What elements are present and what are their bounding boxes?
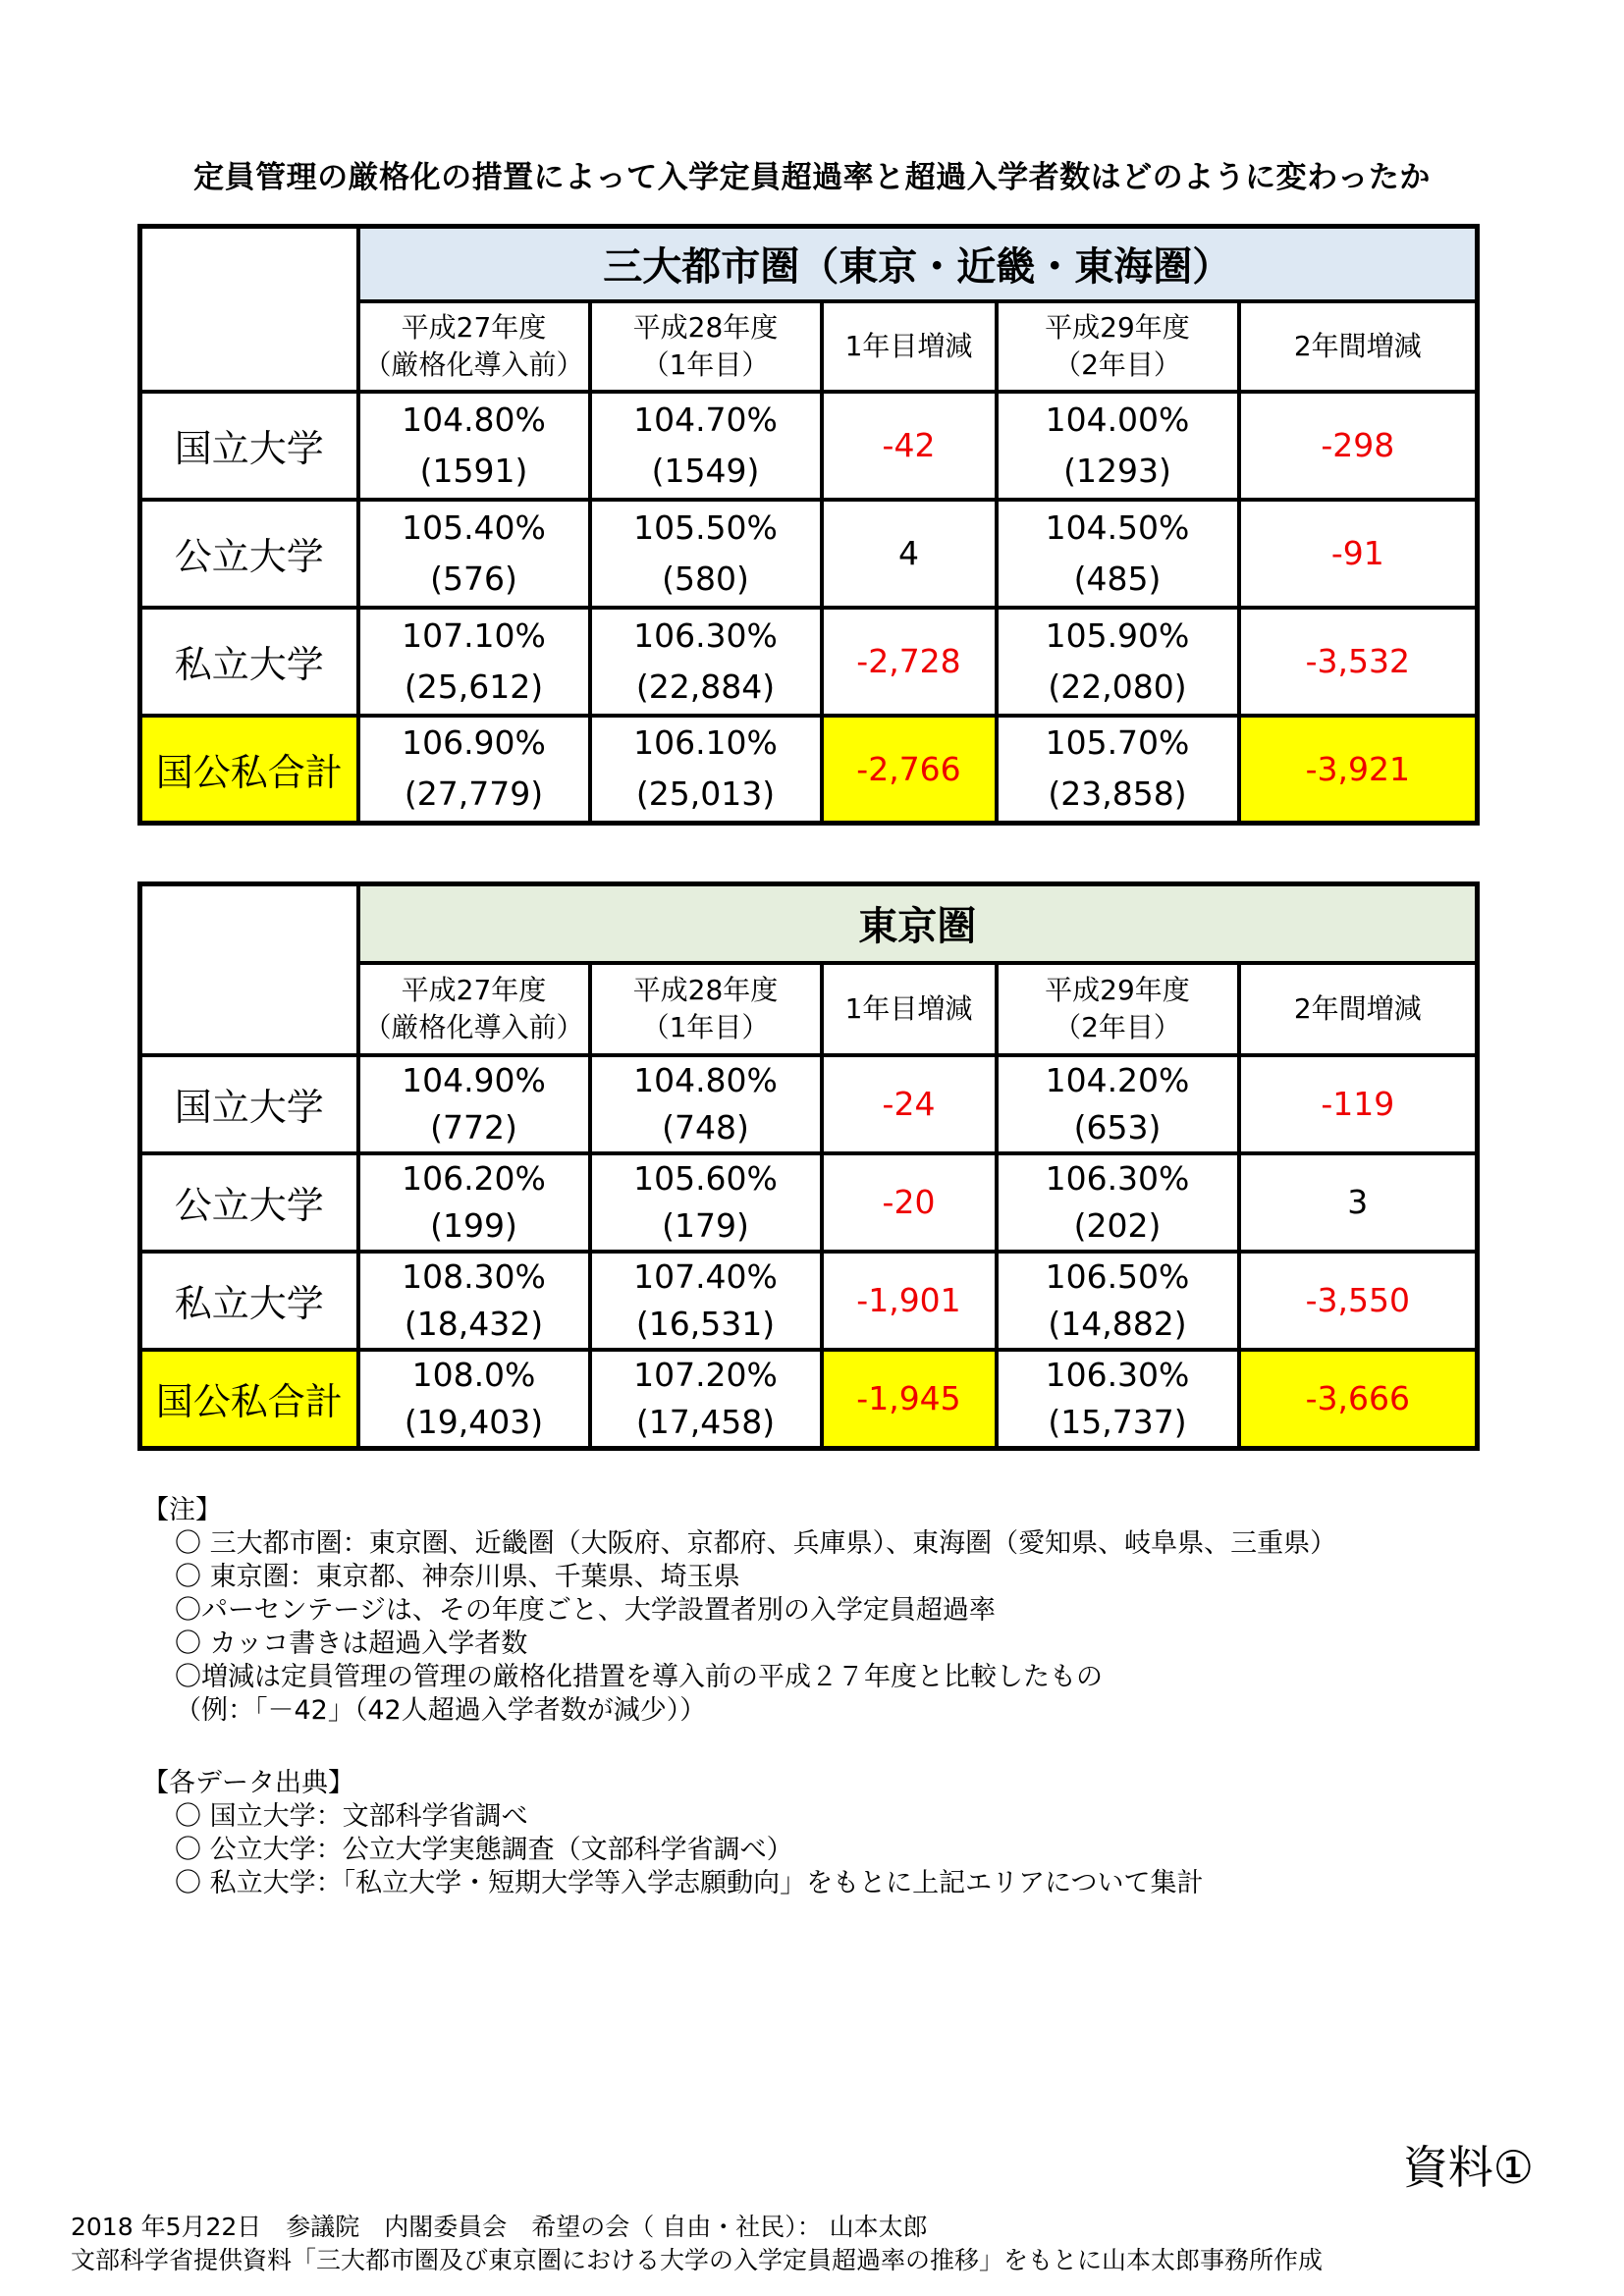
page-title: 定員管理の厳格化の措置によって入学定員超過率と超過入学者数はどのように変わったか xyxy=(193,160,1431,195)
table-row xyxy=(140,608,1478,716)
cell-diff1: -24 xyxy=(822,1055,997,1153)
footer-line-1: 2018 年5月22日 参議院 内閣委員会 希望の会（ 自由・社民）： 山本太郎 xyxy=(71,2213,928,2241)
cell-h27: 108.30% (18,432) xyxy=(358,1252,590,1350)
table-row xyxy=(140,1153,1478,1252)
note-item: 〇 東京圏：東京都、神奈川県、千葉県、埼玉県 xyxy=(175,1562,740,1592)
cell-diff2: -298 xyxy=(1239,392,1478,500)
col-header-h27: 平成27年度 （厳格化導入前） xyxy=(358,301,590,392)
cell-diff2: -119 xyxy=(1239,1055,1478,1153)
col-header-h29: 平成29年度 （2年目） xyxy=(997,301,1239,392)
cell-h28: 106.10% (25,013) xyxy=(590,716,822,824)
source-item: 〇 公立大学：公立大学実態調査（文部科学省調べ） xyxy=(175,1835,793,1865)
table-row xyxy=(140,500,1478,608)
row-label: 国立大学 xyxy=(140,1055,358,1153)
cell-h28: 105.50% (580) xyxy=(590,500,822,608)
cell-diff2: -3,532 xyxy=(1239,608,1478,716)
source-item: 〇 国立大学：文部科学省調べ xyxy=(175,1801,528,1832)
cell-h29: 104.00% (1293) xyxy=(997,392,1239,500)
table-three-metro xyxy=(137,224,1480,826)
col-header-h28: 平成28年度 （1年目） xyxy=(590,963,822,1055)
cell-h29: 104.50% (485) xyxy=(997,500,1239,608)
cell-h29: 105.70% (23,858) xyxy=(997,716,1239,824)
table-row-total xyxy=(140,1350,1478,1449)
cell-diff1: -1,945 xyxy=(822,1350,997,1449)
col-header-h27: 平成27年度 （厳格化導入前） xyxy=(358,963,590,1055)
cell-h29: 106.30% (15,737) xyxy=(997,1350,1239,1449)
sources-section xyxy=(142,1767,1204,1900)
cell-h27: 104.80% (1591) xyxy=(358,392,590,500)
cell-h28: 107.20% (17,458) xyxy=(590,1350,822,1449)
cell-diff2: -3,666 xyxy=(1239,1350,1478,1449)
note-item: 〇 カッコ書きは超過入学者数 xyxy=(175,1629,528,1659)
note-item: 〇増減は定員管理の管理の厳格化措置を導入前の平成２７年度と比較したもの xyxy=(175,1662,1103,1692)
region-header: 東京圏 xyxy=(358,884,1478,963)
cell-h27: 108.0% (19,403) xyxy=(358,1350,590,1449)
note-item: 〇 三大都市圏：東京圏、近畿圏（大阪府、京都府、兵庫県）、東海圏（愛知県、岐阜県、三重県） xyxy=(175,1528,1337,1559)
cell-diff2: -3,550 xyxy=(1239,1252,1478,1350)
cell-diff2: -3,921 xyxy=(1239,716,1478,824)
corner-cell xyxy=(140,884,358,1055)
table-row xyxy=(140,1252,1478,1350)
cell-h27: 106.20% (199) xyxy=(358,1153,590,1252)
cell-h27: 106.90% (27,779) xyxy=(358,716,590,824)
footer xyxy=(71,2211,1323,2277)
table-row xyxy=(140,392,1478,500)
col-header-h29: 平成29年度 （2年目） xyxy=(997,963,1239,1055)
notes-heading: 【注】 xyxy=(142,1495,222,1525)
cell-diff2: 3 xyxy=(1239,1153,1478,1252)
cell-h28: 104.80% (748) xyxy=(590,1055,822,1153)
cell-h29: 104.20% (653) xyxy=(997,1055,1239,1153)
cell-h28: 105.60% (179) xyxy=(590,1153,822,1252)
source-item: 〇 私立大学：「私立大学・短期大学等入学志願動向」をもとに上記エリアについて集計 xyxy=(175,1868,1204,1898)
corner-cell xyxy=(140,227,358,392)
col-header-diff1: 1年目増減 xyxy=(822,963,997,1055)
table-row xyxy=(140,1055,1478,1153)
col-header-diff1: 1年目増減 xyxy=(822,301,997,392)
footer-line-2: 文部科学省提供資料「三大都市圏及び東京圏における大学の入学定員超過率の推移」をもとに山本太郎事務所作成 xyxy=(71,2246,1324,2274)
cell-diff1: 4 xyxy=(822,500,997,608)
col-header-diff2: 2年間増減 xyxy=(1239,963,1478,1055)
cell-diff1: -1,901 xyxy=(822,1252,997,1350)
row-label: 公立大学 xyxy=(140,1153,358,1252)
cell-h27: 105.40% (576) xyxy=(358,500,590,608)
row-label: 国立大学 xyxy=(140,392,358,500)
cell-h29: 106.30% (202) xyxy=(997,1153,1239,1252)
col-header-h28: 平成28年度 （1年目） xyxy=(590,301,822,392)
row-label: 私立大学 xyxy=(140,1252,358,1350)
cell-diff1: -2,766 xyxy=(822,716,997,824)
note-item: 〇パーセンテージは、その年度ごと、大学設置者別の入学定員超過率 xyxy=(175,1595,996,1626)
note-example: （例：「－42」（42人超過入学者数が減少）） xyxy=(175,1695,707,1726)
col-header-diff2: 2年間増減 xyxy=(1239,301,1478,392)
cell-h28: 107.40% (16,531) xyxy=(590,1252,822,1350)
document-number: 資料① xyxy=(1402,2141,1534,2194)
table-tokyo xyxy=(137,881,1480,1451)
cell-diff1: -42 xyxy=(822,392,997,500)
row-label: 公立大学 xyxy=(140,500,358,608)
cell-h28: 106.30% (22,884) xyxy=(590,608,822,716)
cell-diff2: -91 xyxy=(1239,500,1478,608)
cell-h28: 104.70% (1549) xyxy=(590,392,822,500)
row-label: 国公私合計 xyxy=(140,716,358,824)
cell-diff1: -20 xyxy=(822,1153,997,1252)
cell-h29: 106.50% (14,882) xyxy=(997,1252,1239,1350)
cell-h27: 104.90% (772) xyxy=(358,1055,590,1153)
notes-section xyxy=(142,1494,1336,1728)
cell-h29: 105.90% (22,080) xyxy=(997,608,1239,716)
cell-diff1: -2,728 xyxy=(822,608,997,716)
cell-h27: 107.10% (25,612) xyxy=(358,608,590,716)
table-row-total xyxy=(140,716,1478,824)
sources-heading: 【各データ出典】 xyxy=(142,1768,354,1798)
row-label: 国公私合計 xyxy=(140,1350,358,1449)
row-label: 私立大学 xyxy=(140,608,358,716)
region-header: 三大都市圏（東京・近畿・東海圏） xyxy=(358,227,1478,301)
